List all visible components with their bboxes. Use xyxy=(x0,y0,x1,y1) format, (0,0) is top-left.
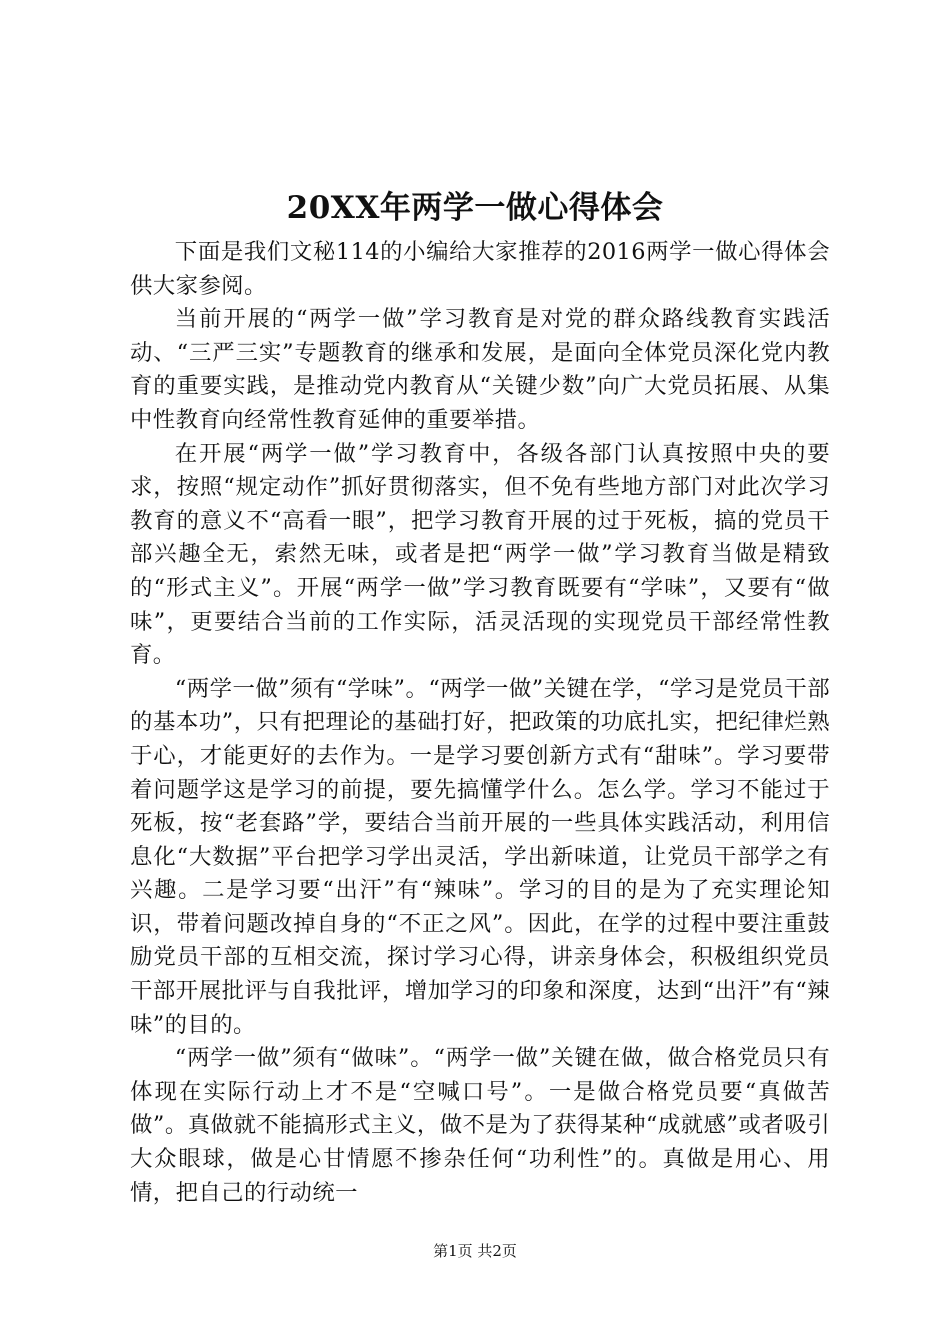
document-body xyxy=(130,236,830,1210)
document-title: 20XX年两学一做心得体会 xyxy=(286,190,664,226)
paragraph-problem: 在开展“两学一做”学习教育中，各级各部门认真按照中央的要求，按照“规定动作”抓好贯彻落实，但不免有些地方部门对此次学习教育的意义不“高看一眼”，把学习教育开展的过于死板，搞的党员干部兴趣全无，索然无味，或者是把“两学一做”学习教育当做是精致的“形式主义”。开展“两学一做”学习教育既要有“学味”，又要有“做味”，更要结合当前的工作实际，活灵活现的实现党员干部经常性教育。 xyxy=(130,440,830,669)
paragraph-background: 当前开展的“两学一做”学习教育是对党的群众路线教育实践活动、“三严三实”专题教育的继承和发展，是面向全体党员深化党内教育的重要实践，是推动党内教育从“关键少数”向广大党员拓展、从集中性教育向经常性教育延伸的重要举措。 xyxy=(130,306,830,433)
paragraph-study: “两学一做”须有“学味”。“两学一做”关键在学，“学习是党员干部的基本功”，只有把理论的基础打好，把政策的功底扎实，把纪律烂熟于心，才能更好的去作为。一是学习要创新方式有“甜味”。学习要带着问题学这是学习的前提，要先搞懂学什么。怎么学。学习不能过于死板，按“老套路”学，要结合当前开展的一些具体实践活动，利用信息化“大数据”平台把学习学出灵活，学出新味道，让党员干部学之有兴趣。二是学习要“出汗”有“辣味”。学习的目的是为了充实理论知识，带着问题改掉自身的“不正之风”。因此，在学的过程中要注重鼓励党员干部的互相交流，探讨学习心得，讲亲身体会，积极组织党员干部开展批评与自我批评，增加学习的印象和深度，达到“出汗”有“辣味”的目的。 xyxy=(130,675,830,1038)
paragraph-practice: “两学一做”须有“做味”。“两学一做”关键在做，做合格党员只有体现在实际行动上才不是“空喊口号”。一是做合格党员要“真做苦做”。真做就不能搞形式主义，做不是为了获得某种“成就感”或者吸引大众眼球，做是心甘情愿不掺杂任何“功利性”的。真做是用心、用情，把自己的行动统一 xyxy=(130,1045,830,1206)
page-footer: 第1页 共2页 xyxy=(433,1242,517,1260)
paragraph-intro: 下面是我们文秘114的小编给大家推荐的2016两学一做心得体会供大家参阅。 xyxy=(130,239,830,299)
